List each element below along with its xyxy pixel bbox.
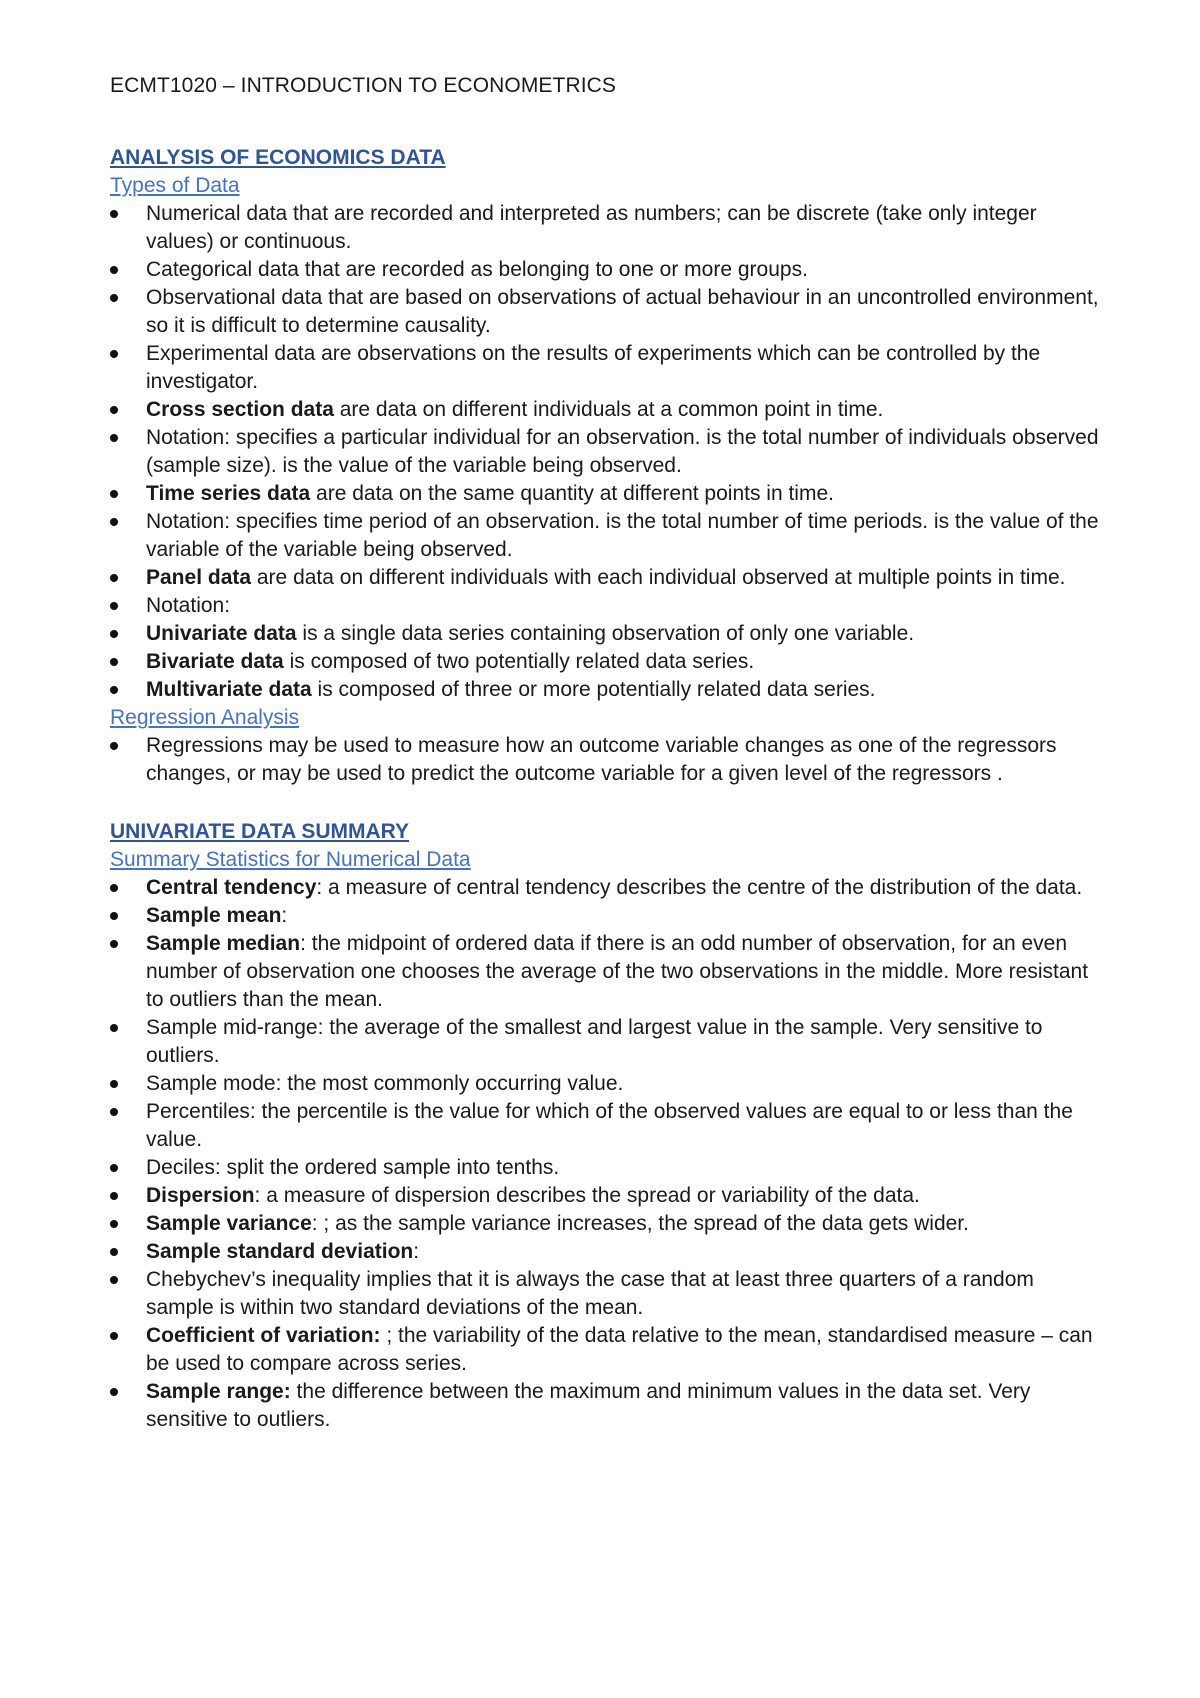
section-heading: ANALYSIS OF ECONOMICS DATA xyxy=(110,146,446,169)
bullet-icon xyxy=(110,1080,118,1088)
bullet-icon xyxy=(110,630,118,638)
document-title: ECMT1020 – INTRODUCTION TO ECONOMETRICS xyxy=(110,74,617,97)
bullet-icon xyxy=(110,1332,118,1340)
list-item: Cross section data are data on different individuals at a common point in time. xyxy=(110,396,1100,424)
list-item: Univariate data is a single data series containing observation of only one variable. xyxy=(110,620,1100,648)
list-item: Notation: specifies time period of an observation. is the total number of time periods. is the value of the variable of the variable being observed. xyxy=(110,508,1100,564)
bullet-icon xyxy=(110,658,118,666)
list-item: Experimental data are observations on the results of experiments which can be controlled by the investigator. xyxy=(110,340,1100,396)
list-item: Sample mean: xyxy=(110,902,1100,930)
bullet-icon xyxy=(110,518,118,526)
bullet-list-regression-analysis xyxy=(110,732,1100,788)
list-item: Numerical data that are recorded and interpreted as numbers; can be discrete (take only integer values) or continuous. xyxy=(110,200,1100,256)
subheading-regression-analysis: Regression Analysis xyxy=(110,706,300,729)
bullet-icon xyxy=(110,266,118,274)
bullet-icon xyxy=(110,1248,118,1256)
bullet-icon xyxy=(110,1220,118,1228)
section-univariate-data-summary xyxy=(110,818,1100,1434)
bullet-icon xyxy=(110,1276,118,1284)
bullet-list-types-of-data xyxy=(110,200,1100,704)
bullet-icon xyxy=(110,686,118,694)
section-heading: UNIVARIATE DATA SUMMARY xyxy=(110,820,410,843)
list-item: Multivariate data is composed of three or more potentially related data series. xyxy=(110,676,1100,704)
bullet-icon xyxy=(110,1192,118,1200)
list-item: Central tendency: a measure of central tendency describes the centre of the distribution of the data. xyxy=(110,874,1100,902)
list-item: Sample range: the difference between the maximum and minimum values in the data set. Very sensitive to outliers. xyxy=(110,1378,1100,1434)
section-spacer xyxy=(110,788,1100,818)
bullet-icon xyxy=(110,1164,118,1172)
list-item: Notation: specifies a particular individual for an observation. is the total number of individuals observed (sample size). is the value of the variable being observed. xyxy=(110,424,1100,480)
list-item: Chebychev’s inequality implies that it is always the case that at least three quarters of a random sample is within two standard deviations of the mean. xyxy=(110,1266,1100,1322)
bullet-icon xyxy=(110,210,118,218)
list-item: Regressions may be used to measure how an outcome variable changes as one of the regressors changes, or may be used to predict the outcome variable for a given level of the regressors . xyxy=(110,732,1100,788)
list-item: Sample variance: ; as the sample variance increases, the spread of the data gets wider. xyxy=(110,1210,1100,1238)
bullet-icon xyxy=(110,406,118,414)
bullet-icon xyxy=(110,602,118,610)
bullet-icon xyxy=(110,1024,118,1032)
bullet-icon xyxy=(110,490,118,498)
list-item: Percentiles: the percentile is the value for which of the observed values are equal to or less than the value. xyxy=(110,1098,1100,1154)
bullet-icon xyxy=(110,350,118,358)
bullet-icon xyxy=(110,1388,118,1396)
list-item: Panel data are data on different individuals with each individual observed at multiple points in time. xyxy=(110,564,1100,592)
bullet-icon xyxy=(110,1108,118,1116)
bullet-icon xyxy=(110,742,118,750)
list-item: Bivariate data is composed of two potentially related data series. xyxy=(110,648,1100,676)
list-item: Sample standard deviation: xyxy=(110,1238,1100,1266)
list-item: Dispersion: a measure of dispersion describes the spread or variability of the data. xyxy=(110,1182,1100,1210)
bullet-list-summary-statistics xyxy=(110,874,1100,1434)
list-item: Coefficient of variation: ; the variability of the data relative to the mean, standardised measure – can be used to compare across series. xyxy=(110,1322,1100,1378)
bullet-icon xyxy=(110,884,118,892)
list-item: Sample mode: the most commonly occurring value. xyxy=(110,1070,1100,1098)
list-item: Observational data that are based on observations of actual behaviour in an uncontrolled environment, so it is difficult to determine causality. xyxy=(110,284,1100,340)
list-item: Sample median: the midpoint of ordered data if there is an odd number of observation, for an even number of observation one chooses the average of the two observations in the middle. More resistant to outliers than the mean. xyxy=(110,930,1100,1014)
bullet-icon xyxy=(110,940,118,948)
bullet-icon xyxy=(110,434,118,442)
list-item: Sample mid-range: the average of the smallest and largest value in the sample. Very sensitive to outliers. xyxy=(110,1014,1100,1070)
bullet-icon xyxy=(110,912,118,920)
list-item: Notation: xyxy=(110,592,1100,620)
bullet-icon xyxy=(110,294,118,302)
subheading-summary-statistics: Summary Statistics for Numerical Data xyxy=(110,848,471,871)
list-item: Time series data are data on the same quantity at different points in time. xyxy=(110,480,1100,508)
subheading-types-of-data: Types of Data xyxy=(110,174,240,197)
section-analysis-of-economics-data xyxy=(110,144,1100,788)
list-item: Categorical data that are recorded as belonging to one or more groups. xyxy=(110,256,1100,284)
bullet-icon xyxy=(110,574,118,582)
list-item: Deciles: split the ordered sample into tenths. xyxy=(110,1154,1100,1182)
